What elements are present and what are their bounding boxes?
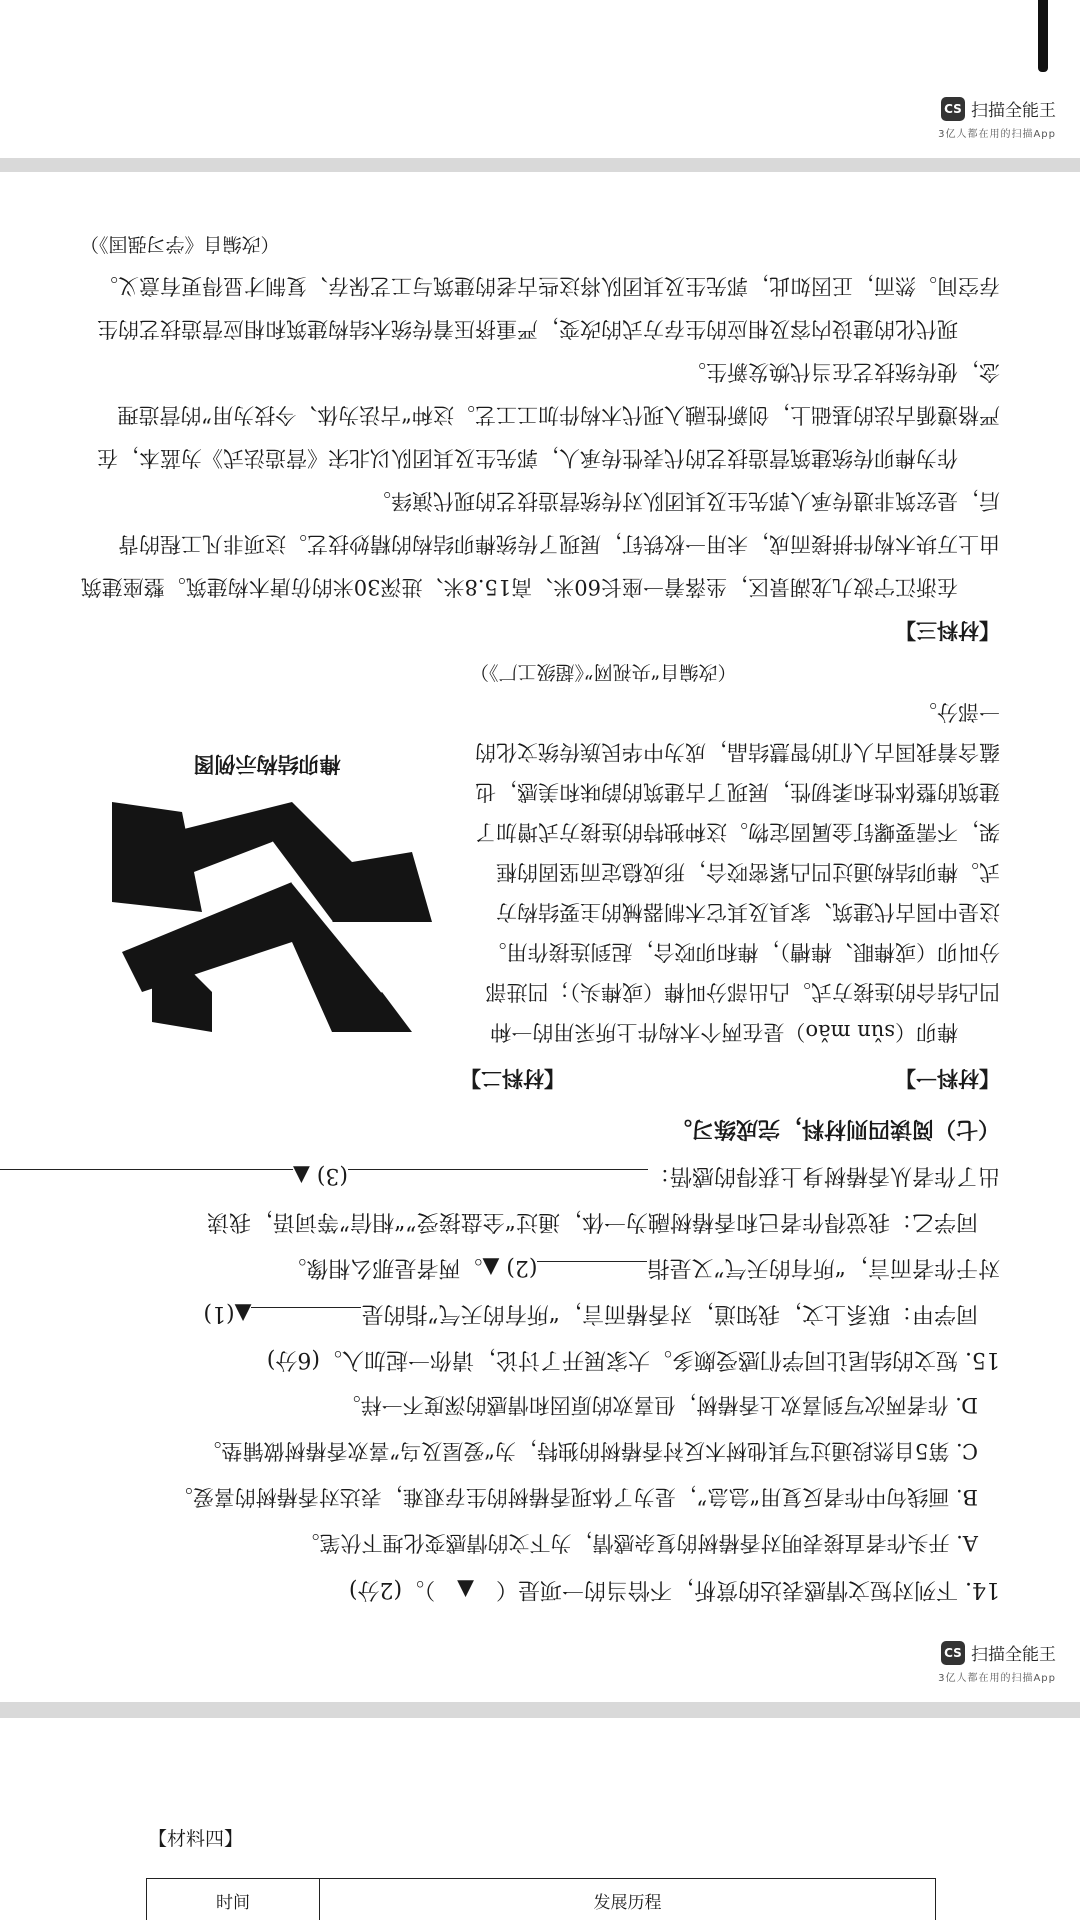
q15-student-jia-line2: 对于作者而言，“所有的天气”又是指(2) ▲。两者是那么相像。 xyxy=(80,1244,1000,1290)
watermark-subtitle: 3亿人都在用的扫描App xyxy=(938,1673,1056,1684)
camscanner-logo-icon: CS xyxy=(941,1641,965,1665)
question-15-stem: 15. 短文的结尾让同学们感受颇多。大家展开了讨论，请你一起加入。(6分) xyxy=(266,1347,1000,1372)
material-1-2-block xyxy=(80,652,1000,1052)
watermark-name: 扫描全能王 xyxy=(971,1645,1056,1665)
answer-blank-1[interactable] xyxy=(252,1307,362,1330)
material-2-label: 【材料二】 xyxy=(460,1066,565,1091)
watermark-name: 扫描全能王 xyxy=(971,101,1056,121)
q15-student-yi-line1: 同学乙：我觉得作者已和香椿树融为一体，通过“全盘接受”“相信”等词语，我读 xyxy=(207,1209,978,1234)
material-labels-row xyxy=(80,1056,1000,1100)
material-1-label: 【材料一】 xyxy=(895,1066,1000,1091)
material-4-label: 【材料四】 xyxy=(148,1828,244,1850)
material-3-paragraph-1: 在浙江宁波九龙湖景区，坐落着一座长60米、高15.8米、进深30米的仿唐木构建筑。整座建筑由上万块木构件拼接而成，未用一枚铁钉，展现了传统榫卯结构的精妙技艺。这项非凡工程的背后，是宏筑非遗传承人郭先生及其团队对传统营造技艺的现代演绎。 xyxy=(80,489,1000,599)
material-4-table xyxy=(146,1878,936,1920)
page-gap xyxy=(0,1702,1080,1718)
phone-edge-bar xyxy=(1038,0,1048,72)
watermark-subtitle: 3亿人都在用的扫描App xyxy=(938,129,1056,140)
material-2-figure xyxy=(92,652,442,1052)
q14-option-d: D. 作者两次写到喜欢上香椿树，但喜欢的原因和情感的深度不一样。 xyxy=(339,1393,978,1417)
scan-page-top xyxy=(0,0,1080,158)
material-3-paragraph-3: 现代化的建设内容及相应的生存方式的改变，严重挤压着传统木结构建筑和相应营造技艺的生存空间。然而，正因如此，郭先生及其团队将这些古老的建筑与工艺保存、复制才显得更有意义。 xyxy=(97,274,1000,341)
camscanner-logo-icon: CS xyxy=(941,97,965,121)
question-14-stem: 14. 下列对短文情感表达的赏析，不恰当的一项是（ ▲ ）。(2分) xyxy=(348,1577,1000,1602)
material-2-caption: 榫卯结构示例图 xyxy=(193,752,341,777)
material-1-text xyxy=(470,652,1000,1052)
scan-page-bottom xyxy=(0,1718,1080,1920)
camscanner-watermark xyxy=(938,96,1056,140)
mortise-tenon-diagram xyxy=(92,792,442,1052)
q14-option-c: C. 第5自然段通过写其他树木反衬香椿树的独特，为“爱屋及乌”喜欢香椿树做铺垫。 xyxy=(200,1439,978,1463)
answer-blank-3-tail[interactable] xyxy=(0,1169,293,1192)
table-header-row xyxy=(147,1879,936,1920)
section-7-heading: （七）阅读四则材料，完成练习。 xyxy=(669,1116,1000,1142)
q15-student-yi-line2: 出了作者从香椿树身上获得的感悟：(3) ▲ xyxy=(80,1152,1000,1198)
material-3-source: （改编自《学习强国》） xyxy=(80,233,280,255)
scan-page-main xyxy=(0,172,1080,1702)
material-1-source: （改编自“央视网”《超级工厂》） xyxy=(470,661,737,683)
camscanner-watermark-2 xyxy=(938,1640,1056,1684)
q14-option-b: B. 画线句中作者反复用“急急”，是为了体现香椿树的生存艰难，表达对香椿树的喜爱。 xyxy=(171,1485,978,1509)
q14-option-a: A. 开头作者直接表明对香椿树的复杂感情，为下文的情感变化埋下伏笔。 xyxy=(298,1531,978,1555)
answer-blank-2[interactable] xyxy=(538,1261,648,1284)
beam-shape-4 xyxy=(112,802,202,912)
upside-down-content xyxy=(0,172,1080,1672)
column-header-history: 发展历程 xyxy=(320,1879,936,1920)
column-header-time: 时间 xyxy=(147,1879,320,1920)
material-3-label: 【材料三】 xyxy=(895,618,1000,643)
material-3-text xyxy=(80,224,1000,608)
material-3-paragraph-2: 作为榫卯传统建筑营造技艺的代表性传承人，郭先生及其团队以北宋《营造法式》为蓝本，在严格遵循古法的基础上，创新性融入现代木构件加工工艺。这种“古法为体、今技为用”的营造理念，使传统技艺在当代焕发新生。 xyxy=(97,360,1000,470)
q15-student-jia-line1: 同学甲：联系上文，我知道，对香椿而言，“所有的天气”指的是▲(1) xyxy=(80,1290,1000,1336)
beam-shape-3 xyxy=(152,972,212,1032)
page-gap xyxy=(0,158,1080,172)
material-1-paragraph: 榫卯（sǔn mǎo）是在两个木构件上所采用的一种凹凸结合的连接方式。凸出部分叫榫（或榫头）；凹进部分叫卯（或榫眼、榫槽），榫和卯咬合，起到连接作用。这是中国古代建筑、家具及其它木制器械的主要结构方式。榫卯结构通过凹凸紧密咬合，形成稳定而坚固的框架，不需要螺钉金属固定物。这种独特的连接方式增加了建筑的整体性和柔韧性，展现了古建筑的韵味和美感，也蕴含着我国古人们的智慧结晶，成为中华民族传统文化的一部分。 xyxy=(475,700,1000,1044)
answer-blank-3[interactable] xyxy=(348,1169,648,1192)
